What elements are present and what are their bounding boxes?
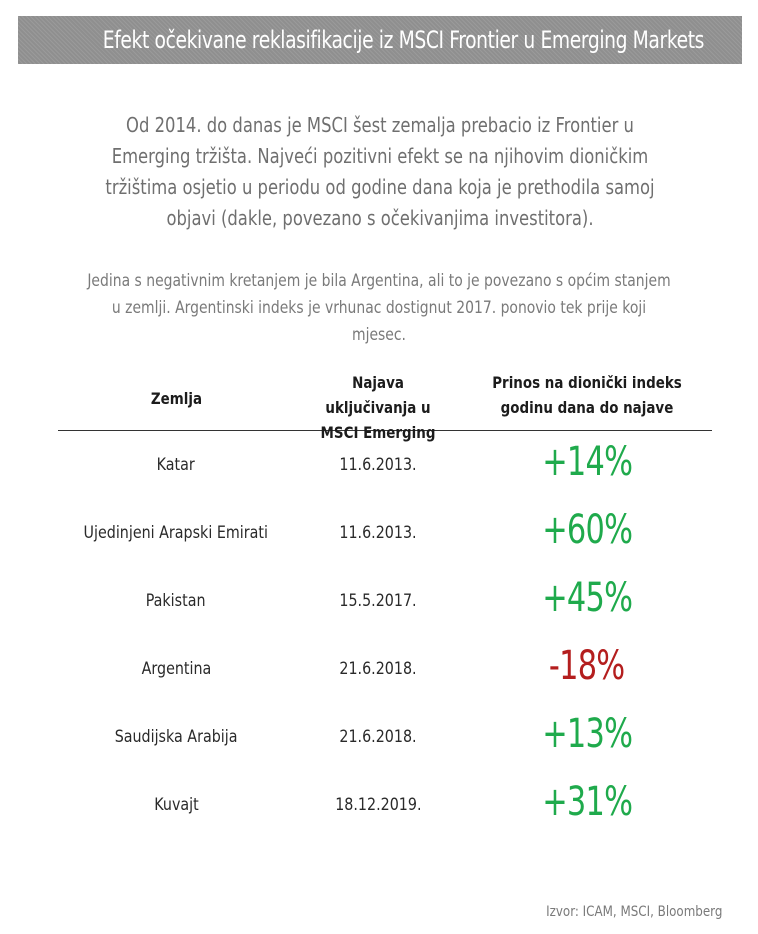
source-note: Izvor: ICAM, MSCI, Bloomberg xyxy=(545,904,722,920)
date-cell: 15.5.2017. xyxy=(339,591,417,611)
country-cell: Katar xyxy=(156,455,196,475)
date-cell: 21.6.2018. xyxy=(339,659,417,679)
table-row xyxy=(58,635,712,703)
table-row xyxy=(58,567,712,635)
country-cell: Saudijska Arabija xyxy=(114,727,238,747)
note-paragraph xyxy=(20,268,738,349)
table-row xyxy=(58,499,712,567)
date-cell: 11.6.2013. xyxy=(339,455,417,475)
table-header xyxy=(58,364,712,442)
intro-paragraph xyxy=(40,110,720,234)
header-index-return: Prinos na dionički indeks godinu dana do najave xyxy=(492,373,682,417)
country-cell: Pakistan xyxy=(146,591,206,611)
table-row xyxy=(58,771,712,839)
date-cell: 18.12.2019. xyxy=(334,795,422,815)
header-announcement-date: Najava uključivanja u MSCI Emerging xyxy=(320,373,436,442)
country-cell: Argentina xyxy=(141,659,211,679)
date-cell: 11.6.2013. xyxy=(339,523,417,543)
return-cell: +60% xyxy=(541,507,632,553)
date-cell: 21.6.2018. xyxy=(339,727,417,747)
return-cell: +31% xyxy=(541,779,632,825)
return-cell: +13% xyxy=(541,711,632,757)
country-cell: Kuvajt xyxy=(153,795,199,815)
reclassification-table xyxy=(58,364,712,839)
return-cell: +45% xyxy=(541,575,632,621)
return-cell: +14% xyxy=(541,439,632,485)
header-country: Zemlja xyxy=(150,389,202,408)
note-text: Jedina s negativnim kretanjem je bila Argentina, ali to je povezano s općim stanjem u zemlji. Argentinski indeks je vrhunac dostignut 2017. ponovio tek prije koji mjesec. xyxy=(87,271,671,345)
table-row xyxy=(58,431,712,499)
page-title-banner xyxy=(18,16,742,64)
country-cell: Ujedinjeni Arapski Emirati xyxy=(83,523,269,543)
intro-text: Od 2014. do danas je MSCI šest zemalja prebacio iz Frontier u Emerging tržišta. Najveći pozitivni efekt se na njihovim dioničkim tržištima osjetio u periodu od godine dana koja je prethodila samoj objavi (dakle, povezano s očekivanjima investitora). xyxy=(105,113,655,230)
page-title: Efekt očekivane reklasifikacije iz MSCI Frontier u Emerging Markets xyxy=(102,26,705,54)
return-cell: -18% xyxy=(549,643,625,689)
table-row xyxy=(58,703,712,771)
